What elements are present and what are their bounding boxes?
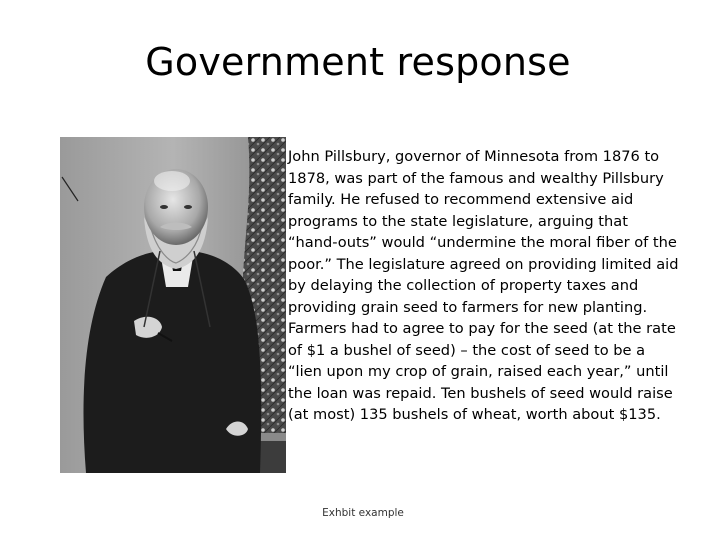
image-caption: Exhbit example	[322, 507, 404, 519]
portrait-photo	[60, 137, 286, 473]
slide-title: Government response	[145, 40, 571, 84]
body-paragraph: John Pillsbury, governor of Minnesota from 1876 to 1878, was part of the famous and wealthy Pillsbury family. He refused to recommend extensive aid programs to the state legislature, arguing that “hand-outs” would “undermine the moral fiber of the poor.” The legislature agreed on providing limited aid by delaying the collection of property taxes and providing grain seed to farmers for new planting. Farmers had to agree to pay for the seed (at the rate of $1 a bushel of seed) – the cost of seed to be a “lien upon my crop of grain, raised each year,” until the loan was repaid. Ten bushels of seed would raise (at most) 135 bushels of wheat, worth about $135.	[288, 148, 679, 423]
